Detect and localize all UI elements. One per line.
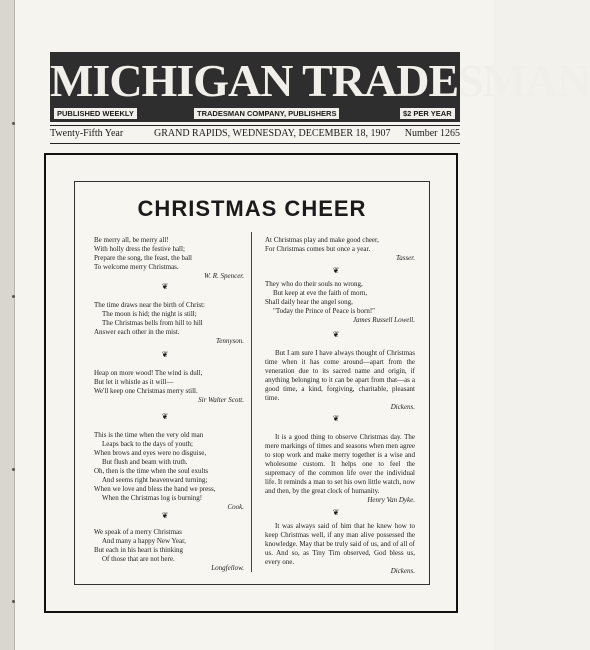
issue-rule-top (50, 125, 460, 126)
verse-author: Cook. (227, 503, 244, 511)
verse-block (265, 236, 415, 263)
verse-line: The time draws near the birth of Christ: (94, 301, 205, 309)
verse-author: Tasser. (395, 254, 415, 262)
prose-block (265, 433, 415, 505)
column-divider (251, 232, 252, 572)
issue-number: Number 1265 (404, 128, 460, 139)
ornament-icon: ❦ (161, 412, 169, 421)
verse-line: Be merry all, be merry all! (94, 236, 169, 244)
verse-line: Leaps back to the days of youth; (102, 440, 193, 448)
ornament-icon: ❦ (161, 350, 169, 359)
verse-author: Sir Walter Scott. (198, 396, 244, 404)
prose-text: But I am sure I have always thought of Christmas time when it has come around—apart from the veneration due to its sacred name and origin, if anything belonging to it can be apart from that—as a good time, a kind, forgiving, charitable, pleasant time. (265, 349, 415, 402)
verse-line: The Christmas bells from hill to hill (102, 319, 203, 327)
ornament-icon: ❦ (332, 508, 340, 517)
verse-author: James Russell Lowell. (352, 316, 415, 324)
dateline: GRAND RAPIDS, WEDNESDAY, DECEMBER 18, 1907 (154, 128, 391, 139)
verse-line: Heap on more wood! The wind is dull, (94, 369, 203, 377)
verse-author: Tennyson. (216, 337, 244, 345)
prose-block (265, 349, 415, 412)
prose-text: It was always said of him that he knew how to keep Christmas well, if any man alive possessed the knowledge. May that be truly said of us, and of all of us. And so, as Tiny Tim observed, God bless us, every one. (265, 522, 415, 566)
prose-author: Henry Van Dyke. (367, 496, 415, 504)
verse-line: When the Christmas log is burning! (102, 494, 203, 502)
publisher-tag: TRADESMAN COMPANY, PUBLISHERS (194, 108, 339, 119)
verse-line: When we love and bless the hand we press, (94, 485, 216, 493)
price-tag: $2 PER YEAR (400, 108, 455, 119)
ornament-icon: ❦ (332, 266, 340, 275)
feature-heading: CHRISTMAS CHEER (137, 196, 367, 221)
verse-author: Longfellow. (211, 564, 244, 572)
verse-line: But let it whistle as it will— (94, 378, 174, 386)
verse-line: For Christmas comes but once a year. (265, 245, 371, 253)
published-weekly-tag: PUBLISHED WEEKLY (54, 108, 137, 119)
ornament-icon: ❦ (332, 414, 340, 423)
verse-block (94, 528, 244, 573)
verse-block (94, 431, 244, 512)
prose-author: Dickens. (390, 567, 415, 575)
verse-line: We speak of a merry Christmas (94, 528, 182, 536)
verse-block (94, 369, 244, 405)
verse-line: At Christmas play and make good cheer, (265, 236, 379, 244)
ornament-icon: ❦ (332, 330, 340, 339)
masthead-title: MICHIGAN TRADESMAN (50, 55, 590, 106)
ornament-icon: ❦ (161, 282, 169, 291)
ornament-icon: ❦ (161, 511, 169, 520)
prose-block (265, 522, 415, 576)
prose-text: It is a good thing to observe Christmas day. The mere markings of times and seasons when men agree to stop work and make merry together is a wise and wholesome custom. It helps one to feel the supremacy of the common life over the individual life. It reminds a man to set his own little watch, now and then, by the great clock of humanity. (265, 433, 415, 495)
verse-author: W. R. Spencer. (204, 272, 244, 280)
verse-line: But keep at eve the faith of morn, (273, 289, 368, 297)
verse-line: "Today the Prince of Peace is born!" (273, 307, 376, 315)
verse-line: We'll keep one Christmas merry still. (94, 387, 198, 395)
verse-line: They who do their souls no wrong, (265, 280, 363, 288)
masthead (50, 52, 590, 122)
binding-gutter (0, 0, 15, 650)
verse-line: The moon is hid; the night is still; (102, 310, 197, 318)
issue-rule-bottom (50, 143, 460, 144)
verse-line: But flush and beam with truth. (102, 458, 188, 466)
verse-line: And many a happy New Year, (102, 537, 186, 545)
verse-block (94, 301, 244, 346)
verse-line: With holly dress the festive hall; (94, 245, 185, 253)
verse-line: Prepare the song, the feast, the ball (94, 254, 192, 262)
verse-line: This is the time when the very old man (94, 431, 204, 439)
verse-line: Of those that are not here. (102, 555, 175, 563)
verse-block (94, 236, 244, 281)
verse-line: Shall daily hear the angel song, (265, 298, 353, 306)
verse-line: When brows and eyes were no disguise, (94, 449, 207, 457)
verse-line: And seems right heavenward turning; (102, 476, 208, 484)
verse-block (265, 280, 415, 325)
verse-line: Answer each other in the mist. (94, 328, 180, 336)
volume-text: Twenty-Fifth Year (50, 128, 124, 139)
verse-line: To welcome merry Christmas. (94, 263, 179, 271)
verse-line: Oh, then is the time when the soul exults (94, 467, 209, 475)
prose-author: Dickens. (390, 403, 415, 411)
issue-line (50, 128, 460, 140)
verse-line: But each in his heart is thinking (94, 546, 184, 554)
